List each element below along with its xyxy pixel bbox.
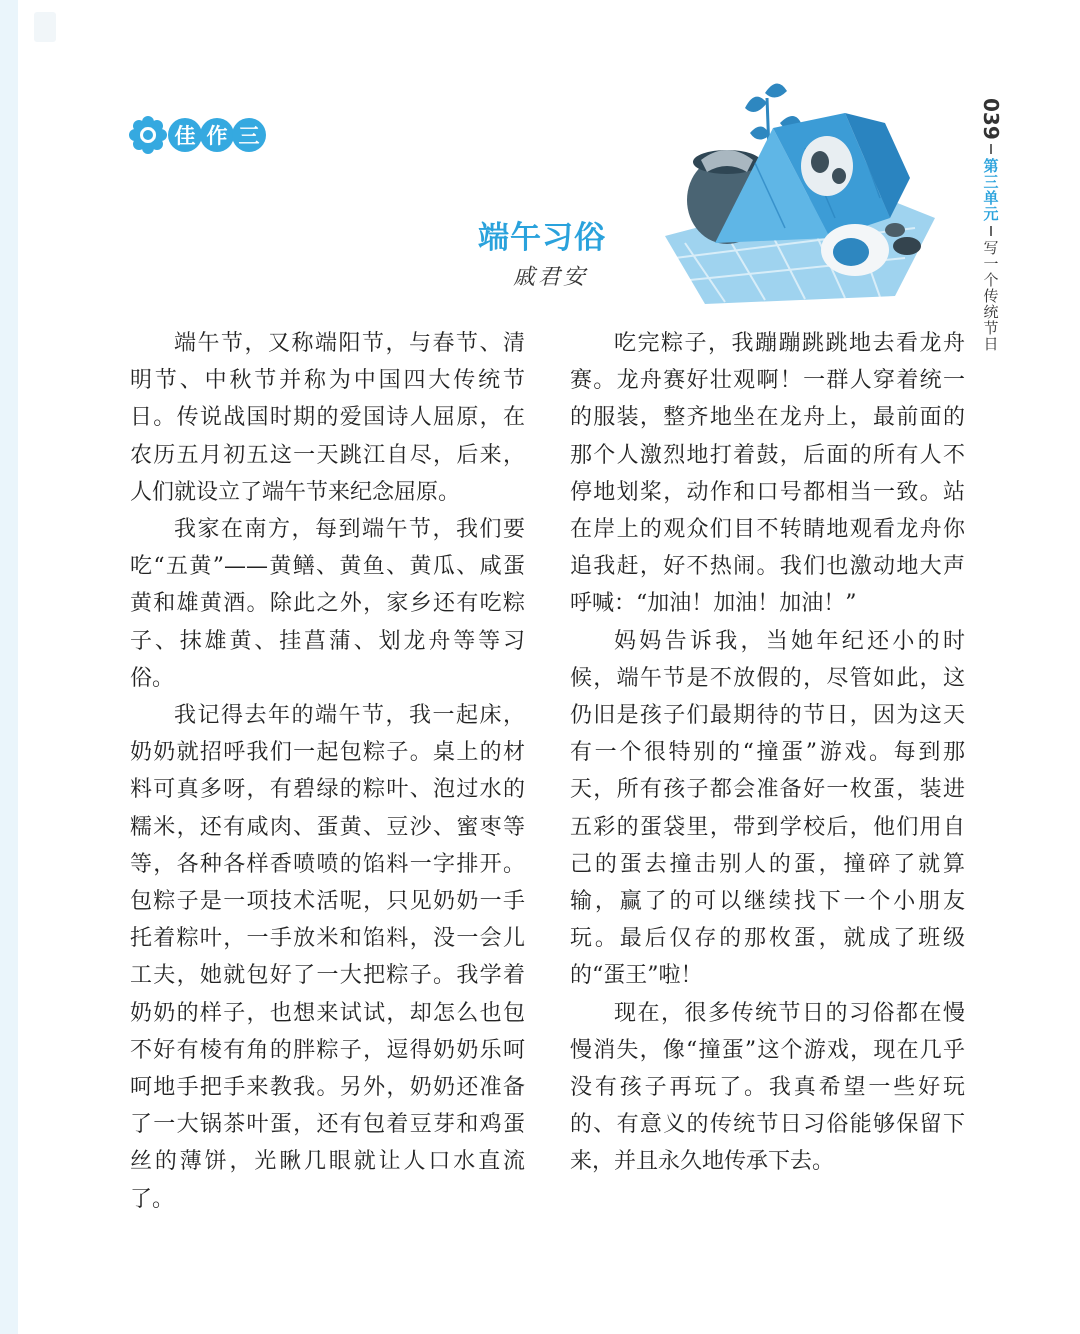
article-title: 端午习俗 [478, 220, 606, 256]
side-separator [990, 144, 992, 154]
right-column [570, 325, 965, 1181]
paragraph: 我家在南方，每到端午节，我们要吃“五黄”——黄鳝、黄鱼、黄瓜、咸蛋黄和雄黄酒。除此之外，家乡还有吃粽子、抹雄黄、挂菖蒲、划龙舟等等习俗。 [130, 517, 525, 691]
side-running-head [975, 98, 1007, 352]
left-margin-strip [0, 0, 18, 1334]
section-tag [128, 116, 266, 154]
flower-icon [128, 115, 168, 155]
tag-char-3: 三 [232, 118, 266, 152]
left-column [130, 325, 525, 1218]
paragraph: 现在，很多传统节日的习俗都在慢慢消失，像“撞蛋”这个游戏，现在几乎没有孩子再玩了。我真希望一些好玩的、有意义的传统节日习俗能够保留下来，并且永久地传承下去。 [570, 1000, 965, 1175]
article-author: 戚君安 [513, 265, 589, 290]
page-number: 039 [979, 98, 1003, 140]
tag-char-2: 作 [200, 118, 234, 152]
margin-mark [34, 12, 56, 42]
tag-char-1: 佳 [168, 118, 202, 152]
paragraph: 吃完粽子，我蹦蹦跳跳地去看龙舟赛。龙舟赛好壮观啊！一群人穿着统一的服装，整齐地坐在龙舟上，最前面的那个人激烈地打着鼓，后面的所有人不停地划桨，动作和口号都相当一致。站在岸上的观众们目不转睛地观看龙舟你追我赶，好不热闹。我们也激动地大声呼喊：“加油！加油！加油！” [570, 331, 965, 617]
paragraph: 妈妈告诉我，当她年纪还小的时候，端午节是不放假的，尽管如此，这仍旧是孩子们最期待的节日，因为这天有一个很特别的“撞蛋”游戏。每到那天，所有孩子都会准备好一枚蛋，装进五彩的蛋袋里，带到学校后，他们用自己的蛋去撞击别人的蛋，撞碎了就算输，赢了的可以继续找下一个小朋友玩。最后仅存的那枚蛋，就成了班级的“蛋王”啦！ [570, 628, 965, 989]
paragraph: 端午节，又称端阳节，与春节、清明节、中秋节并称为中国四大传统节日。传说战国时期的爱国诗人屈原，在农历五月初五这一天跳江自尽，后来，人们就设立了端午节来纪念屈原。 [130, 331, 525, 505]
topic-label: 写一个传统节日 [981, 239, 1000, 352]
paragraph: 我记得去年的端午节，我一起床，奶奶就招呼我们一起包粽子。桌上的材料可真多呀，有碧绿的粽叶、泡过水的糯米，还有咸肉、蛋黄、豆沙、蜜枣等等，各种各样香喷喷的馅料一字排开。包粽子是一项技术活呢，只见奶奶一手托着粽叶，一手放米和馅料，没一会儿工夫，她就包好了一大把粽子。我学着奶奶的样子，也想来试试，却怎么也包不好有棱有角的胖粽子，逗得奶奶乐呵呵地手把手来教我。另外，奶奶还准备了一大锅茶叶蛋，还有包着豆芽和鸡蛋丝的薄饼，光瞅几眼就让人口水直流了。 [130, 703, 525, 1212]
zongzi-illustration [655, 68, 945, 308]
side-separator [990, 226, 992, 236]
unit-label: 第三单元 [981, 157, 1000, 222]
